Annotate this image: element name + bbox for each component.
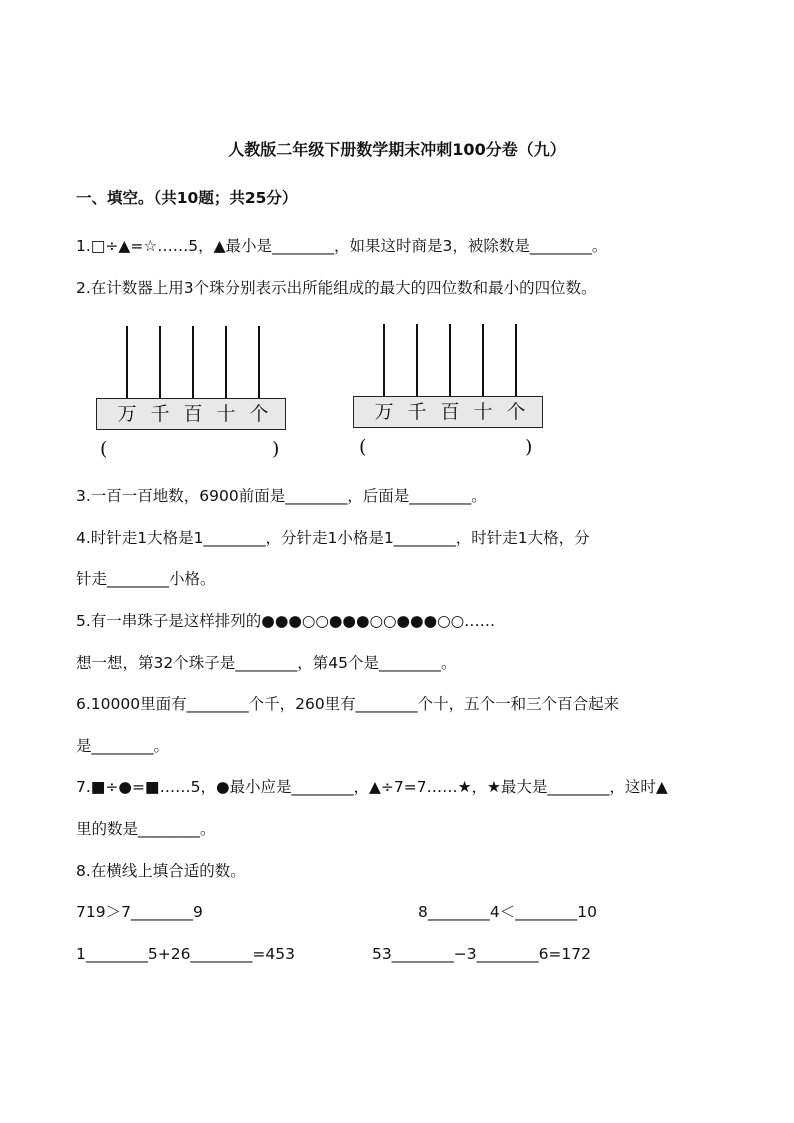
abacus-rod <box>449 324 451 396</box>
question-7-line-2: 里的数是________。 <box>76 820 216 838</box>
abacus-smallest <box>353 324 543 464</box>
abacus-rod <box>192 326 194 398</box>
question-1: 1.□÷▲=☆……5，▲最小是________，如果这时商是3，被除数是________。 <box>76 237 608 255</box>
question-5-line-1: 5.有一串珠子是这样排列的●●●○○●●●○○●●●○○…… <box>76 612 496 630</box>
place-label: 百 <box>183 403 203 425</box>
question-3: 3.一百一百地数，6900前面是________，后面是________。 <box>76 487 487 505</box>
place-label: 百 <box>440 401 460 423</box>
question-4-line-1: 4.时针走1大格是1________，分针走1小格是1________，时针走1大格，分 <box>76 529 590 547</box>
question-8-d: 53________−3________6=172 <box>372 945 592 963</box>
answer-paren-open: ( <box>359 436 367 458</box>
question-8: 8.在横线上填合适的数。 <box>76 862 246 880</box>
abacus-base <box>353 396 543 428</box>
question-2: 2.在计数器上用3个珠分别表示出所能组成的最大的四位数和最小的四位数。 <box>76 279 597 297</box>
question-8-b: 8________4＜________10 <box>418 903 597 921</box>
place-label: 千 <box>150 403 170 425</box>
abacus-rod <box>225 326 227 398</box>
abacus-rod <box>383 324 385 396</box>
abacus-rod <box>416 324 418 396</box>
abacus-rod <box>515 324 517 396</box>
abacus-rod <box>159 326 161 398</box>
question-6-line-2: 是________。 <box>76 737 170 755</box>
place-label: 十 <box>473 401 493 423</box>
place-label: 个 <box>249 403 269 425</box>
place-label: 个 <box>506 401 526 423</box>
answer-paren-close: ) <box>272 438 280 460</box>
question-5-line-2: 想一想，第32个珠子是________，第45个是________。 <box>76 654 457 672</box>
abacus-largest <box>96 326 286 466</box>
section-heading: 一、填空。（共10题；共25分） <box>76 189 298 207</box>
answer-paren-open: ( <box>100 438 108 460</box>
answer-paren-close: ) <box>525 436 533 458</box>
place-label: 十 <box>216 403 236 425</box>
abacus-rod <box>482 324 484 396</box>
abacus-rod <box>126 326 128 398</box>
place-label: 万 <box>117 403 137 425</box>
question-8-a: 719＞7________9 <box>76 903 203 921</box>
place-label: 万 <box>374 401 394 423</box>
question-7-line-1: 7.■÷●=■……5，●最小应是________，▲÷7=7……★，★最大是________，这时▲ <box>76 778 668 796</box>
question-4-line-2: 针走________小格。 <box>76 570 216 588</box>
page-title: 人教版二年级下册数学期末冲刺100分卷（九） <box>228 140 566 159</box>
place-label: 千 <box>407 401 427 423</box>
abacus-rod <box>258 326 260 398</box>
abacus-base <box>96 398 286 430</box>
question-6-line-1: 6.10000里面有________个千，260里有________个十，五个一和三个百合起来 <box>76 695 620 713</box>
question-8-c: 1________5+26________=453 <box>76 945 296 963</box>
